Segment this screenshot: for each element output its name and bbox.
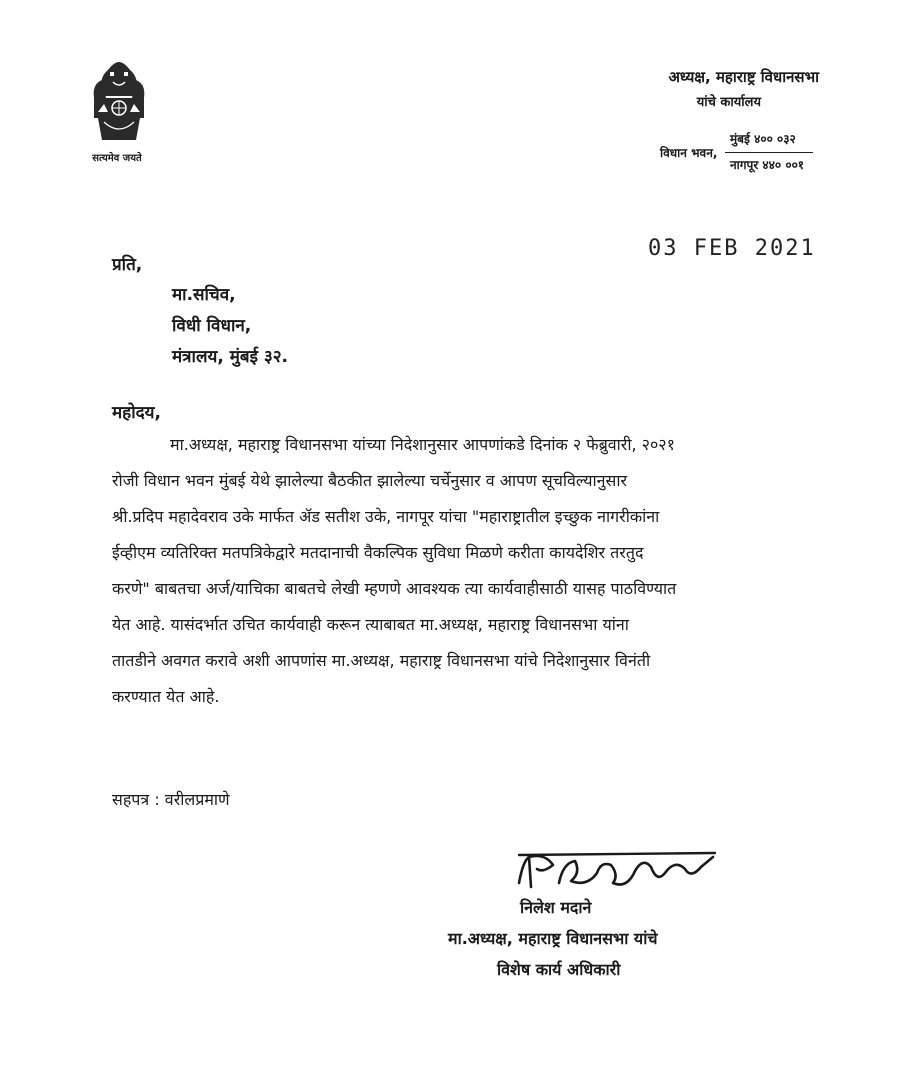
office-title: अध्यक्ष, महाराष्ट्र विधानसभा — [668, 68, 819, 86]
office-subtitle: यांचे कार्यालय — [696, 95, 761, 110]
address-divider — [725, 152, 813, 153]
body-line: श्री.प्रदिप महादेवराव उके मार्फत ॲड सतीश उके, नागपूर यांचा "महाराष्ट्रातील इच्छुक नागरीकांना — [112, 507, 660, 526]
enclosure-note: सहपत्र : वरीलप्रमाणे — [112, 790, 230, 809]
recipient-line: मंत्रालय, मुंबई ३२. — [172, 347, 288, 367]
date-stamp: 03 FEB 2021 — [648, 236, 816, 261]
body-line: ईव्हीएम व्यतिरिक्त मतपत्रिकेद्वारे मतदानाची वैकल्पिक सुविधा मिळणे करीता कायदेशिर तरतुद — [112, 543, 644, 562]
address-label: विधान भवन, — [660, 146, 718, 160]
signatory-designation: मा.अध्यक्ष, महाराष्ट्र विधानसभा यांचे — [448, 929, 658, 948]
body-line: करणे" बाबतचा अर्ज/याचिका बाबतचे लेखी म्हणणे आवश्यक त्या कार्यवाहीसाठी यासह पाठविण्यात — [112, 579, 677, 598]
salutation: महोदय, — [112, 403, 161, 423]
body-line: मा.अध्यक्ष, महाराष्ट्र विधानसभा यांच्या निदेशानुसार आपणांकडे दिनांक २ फेब्रुवारी, २०२१ — [170, 435, 675, 454]
signatory-name: निलेश मदाने — [520, 898, 592, 917]
to-label: प्रति, — [112, 255, 143, 275]
body-line: करण्यात येत आहे. — [112, 687, 220, 706]
body-line: रोजी विधान भवन मुंबई येथे झालेल्या बैठकीत झालेल्या चर्चेनुसार व आपण सूचविल्यानुसार — [112, 471, 628, 490]
handwritten-signature — [515, 843, 725, 901]
address-nagpur: नागपूर ४४० ००१ — [730, 158, 805, 172]
recipient-line: मा.सचिव, — [172, 285, 236, 305]
address-mumbai: मुंबई ४०० ०३२ — [730, 132, 796, 146]
recipient-line: विधी विधान, — [172, 316, 252, 336]
body-line: तातडीने अवगत करावे अशी आपणांस मा.अध्यक्ष, महाराष्ट्र विधानसभा यांचे निदेशानुसार विनंती — [112, 651, 651, 670]
emblem-motto: सत्यमेव जयते — [92, 153, 142, 164]
signatory-designation: विशेष कार्य अधिकारी — [497, 960, 621, 979]
body-line: येत आहे. यासंदर्भात उचित कार्यवाही करून त्याबाबत मा.अध्यक्ष, महाराष्ट्र विधानसभा यांना — [112, 615, 629, 634]
